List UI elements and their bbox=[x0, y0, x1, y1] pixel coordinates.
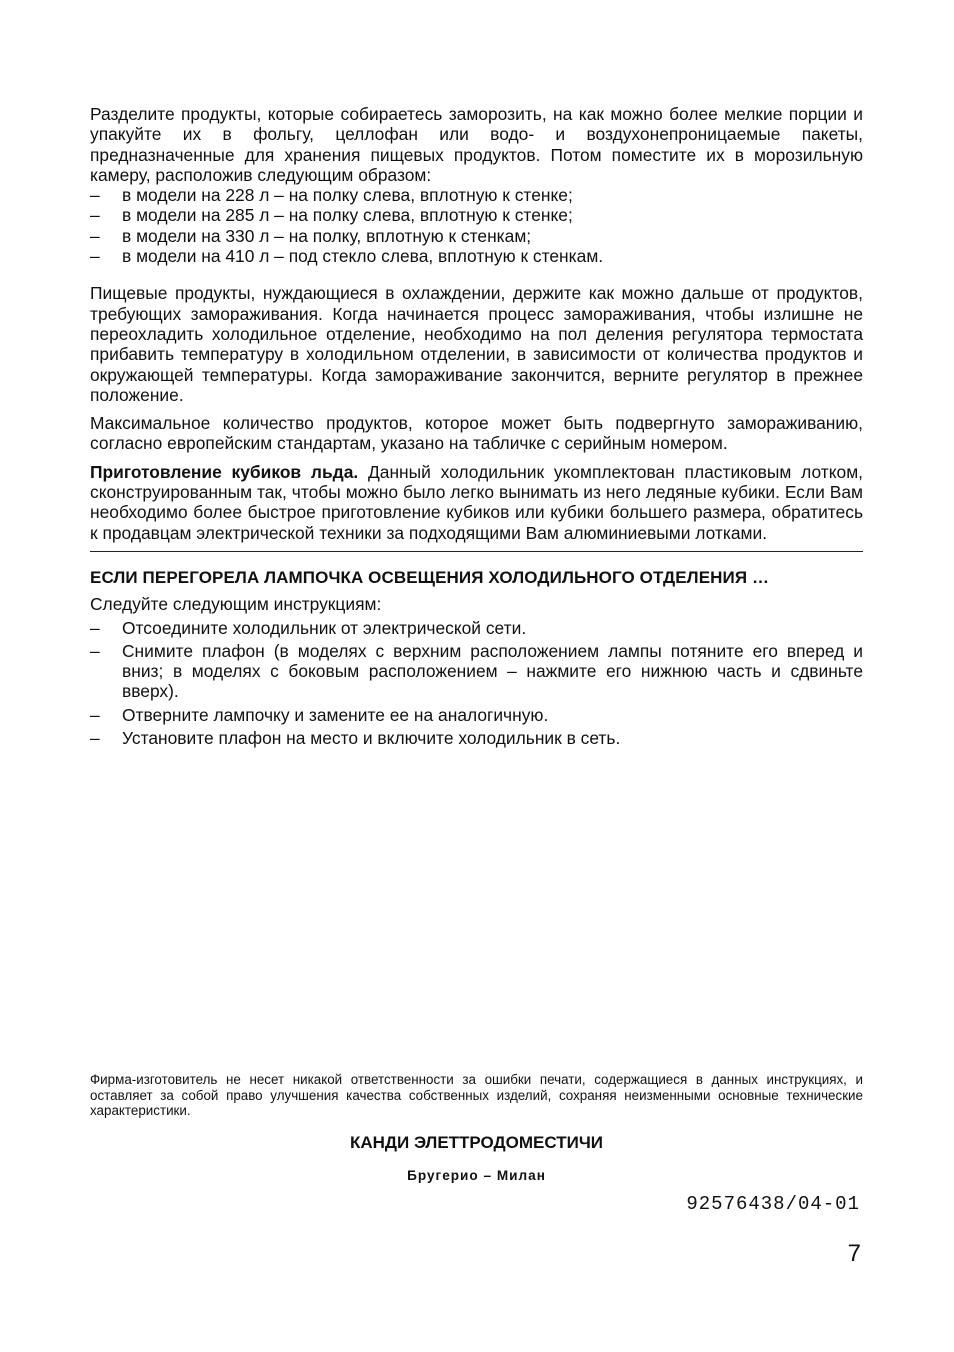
list-item-text: в модели на 285 л – на полку слева, вплотную к стенке; bbox=[122, 205, 573, 226]
dash-bullet: – bbox=[90, 205, 100, 226]
dash-bullet: – bbox=[90, 185, 100, 206]
dash-bullet: – bbox=[90, 246, 100, 267]
manufacturer-disclaimer: Фирма-изготовитель не несет никакой ответственности за ошибки печати, содержащиеся в данных инструкциях, и оставляет за собой право улучшения качества собственных изделий, сохраняя неизменными основные технические характеристики. bbox=[90, 1072, 863, 1119]
list-item bbox=[90, 246, 863, 266]
ice-cubes-paragraph bbox=[90, 462, 863, 543]
list-item bbox=[90, 728, 863, 748]
main-content bbox=[90, 104, 863, 748]
document-code: 92576438/04-01 bbox=[686, 1193, 860, 1215]
list-item-text: Отверните лампочку и замените ее на аналогичную. bbox=[122, 704, 549, 725]
cooling-paragraph: Пищевые продукты, нуждающиеся в охлаждении, держите как можно дальше от продуктов, требующих замораживания. Когда начинается процесс замораживания, чтобы излишне не переохладить холодильное отделение, необходимо на пол деления регулятора термостата прибавить температуру в холодильном отделении, в зависимости от количества продуктов и окружающей температуры. Когда замораживание закончится, верните регулятор в прежнее положение. bbox=[90, 283, 863, 405]
section-divider bbox=[90, 551, 863, 552]
dash-bullet: – bbox=[90, 704, 100, 725]
ice-cubes-text: Данный холодильник укомплектован пластиковым лотком, сконструированным так, чтобы можно было легко вынимать из него ледяные кубики. Если Вам необходимо более быстрое приготовление кубиков или кубики большего размера, обратитесь к продавцам электрической техники за подходящими Вам алюминиевыми лотками. bbox=[90, 461, 863, 543]
list-item-text: в модели на 228 л – на полку слева, вплотную к стенке; bbox=[122, 185, 573, 206]
freezing-instructions-paragraph: Разделите продукты, которые собираетесь заморозить, на как можно более мелкие порции и упакуйте их в фольгу, целлофан или водо- и воздухонепроницаемые пакеты, предназначенные для хранения пищевых продуктов. Потом поместите их в морозильную камеру, расположив следующим образом: bbox=[90, 104, 863, 185]
dash-bullet: – bbox=[90, 640, 100, 661]
list-item bbox=[90, 641, 863, 702]
company-name: КАНДИ ЭЛЕТТРОДОМЕСТИЧИ bbox=[349, 1133, 604, 1152]
list-item-text: Снимите плафон (в моделях с верхним расположением лампы потяните его вперед и вниз; в моделях с боковым расположением – нажмите его нижнюю часть и сдвиньте вверх). bbox=[122, 640, 863, 702]
dash-bullet: – bbox=[90, 617, 100, 638]
ice-cubes-heading: Приготовление кубиков льда. bbox=[90, 461, 359, 482]
list-item bbox=[90, 618, 863, 638]
lamp-section-intro: Следуйте следующим инструкциям: bbox=[90, 594, 382, 615]
model-placement-list bbox=[90, 185, 863, 266]
list-item-text: в модели на 330 л – на полку, вплотную к стенкам; bbox=[122, 225, 532, 246]
list-item bbox=[90, 205, 863, 225]
lamp-steps-list bbox=[90, 618, 863, 749]
list-item bbox=[90, 226, 863, 246]
list-item-text: Отсоедините холодильник от электрической сети. bbox=[122, 617, 527, 638]
dash-bullet: – bbox=[90, 225, 100, 246]
list-item-text: Установите плафон на место и включите холодильник в сеть. bbox=[122, 728, 621, 749]
list-item bbox=[90, 705, 863, 725]
max-quantity-paragraph: Максимальное количество продуктов, которое может быть подвергнуто замораживанию, согласно европейским стандартам, указано на табличке с серийным номером. bbox=[90, 413, 863, 454]
company-city: Бругерио – Милан bbox=[407, 1168, 546, 1183]
list-item bbox=[90, 185, 863, 205]
lamp-section-title: ЕСЛИ ПЕРЕГОРЕЛА ЛАМПОЧКА ОСВЕЩЕНИЯ ХОЛОДИЛЬНОГО ОТДЕЛЕНИЯ … bbox=[90, 567, 770, 587]
list-item-text: в модели на 410 л – под стекло слева, вплотную к стенкам. bbox=[122, 246, 604, 267]
page-number: 7 bbox=[847, 1240, 861, 1267]
dash-bullet: – bbox=[90, 728, 100, 749]
